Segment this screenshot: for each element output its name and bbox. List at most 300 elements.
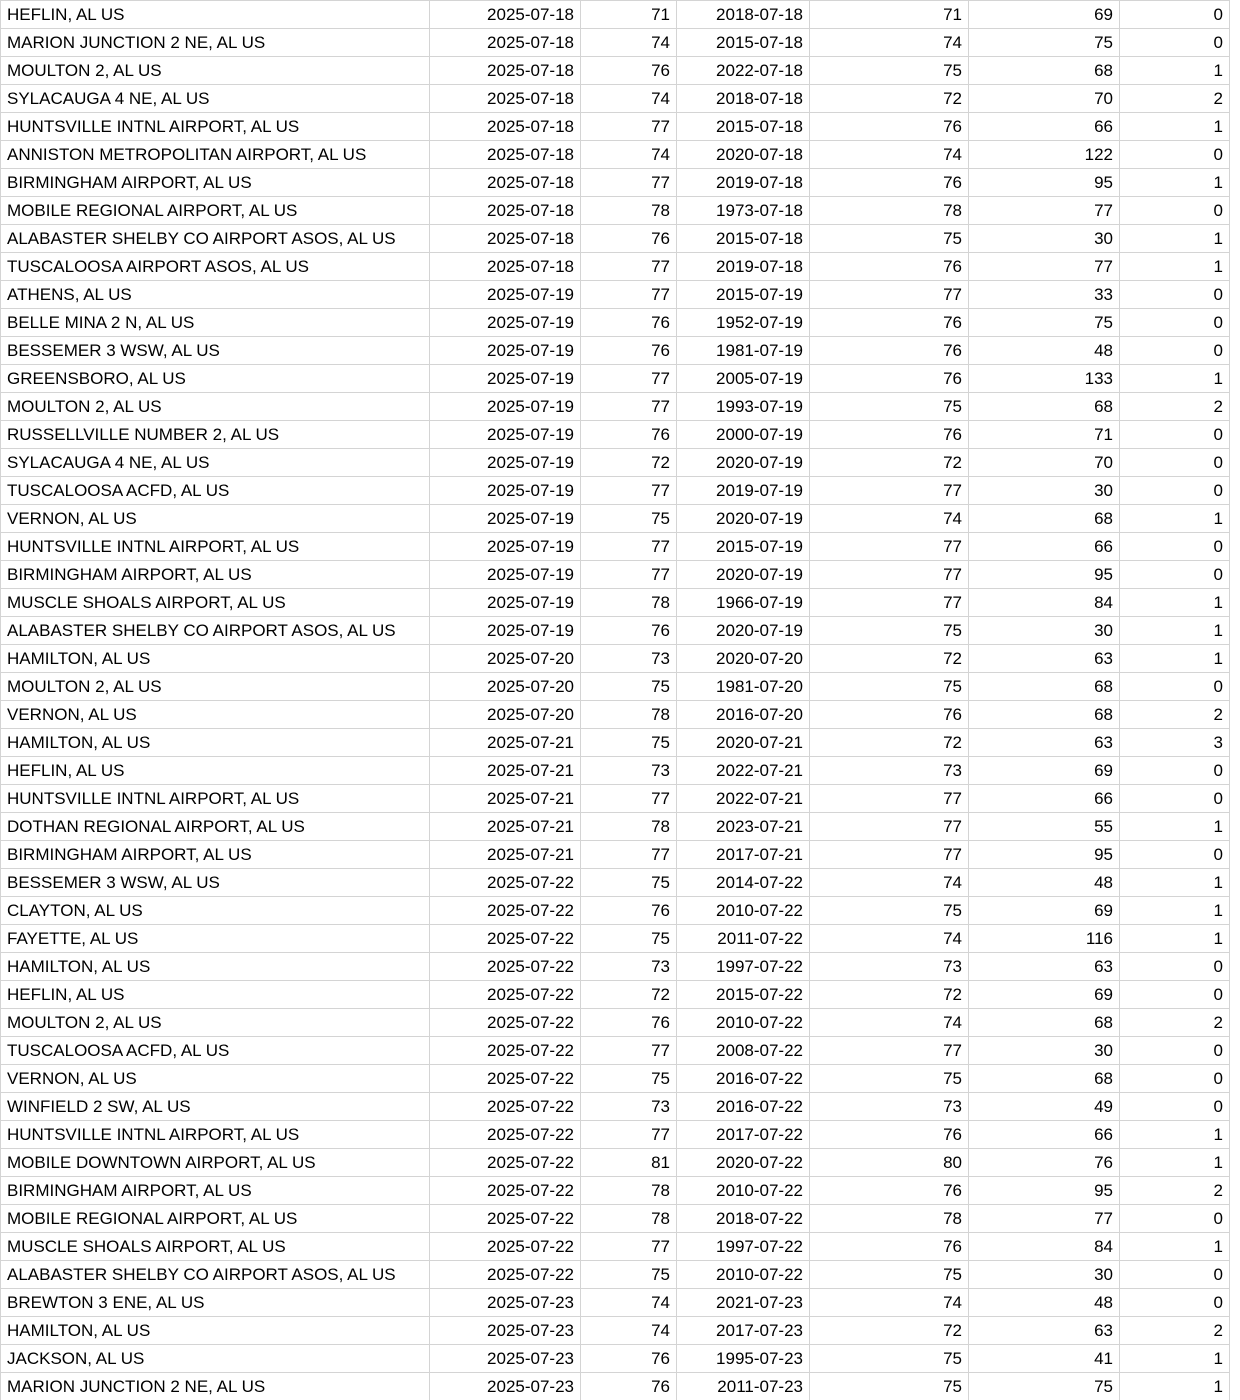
difference-cell[interactable]: 2 [1120, 1317, 1230, 1345]
station-name-cell[interactable]: TUSCALOOSA ACFD, AL US [1, 1037, 430, 1065]
record-value-cell[interactable]: 75 [810, 57, 969, 85]
current-date-cell[interactable]: 2025-07-23 [430, 1289, 581, 1317]
current-date-cell[interactable]: 2025-07-21 [430, 841, 581, 869]
difference-cell[interactable]: 0 [1120, 309, 1230, 337]
station-name-cell[interactable]: VERNON, AL US [1, 1065, 430, 1093]
difference-cell[interactable]: 3 [1120, 729, 1230, 757]
current-date-cell[interactable]: 2025-07-22 [430, 1037, 581, 1065]
record-date-cell[interactable]: 2018-07-18 [677, 85, 810, 113]
current-date-cell[interactable]: 2025-07-22 [430, 1261, 581, 1289]
years-cell[interactable]: 68 [969, 1009, 1120, 1037]
station-name-cell[interactable]: SYLACAUGA 4 NE, AL US [1, 449, 430, 477]
difference-cell[interactable]: 1 [1120, 813, 1230, 841]
station-name-cell[interactable]: MOBILE REGIONAL AIRPORT, AL US [1, 197, 430, 225]
record-value-cell[interactable]: 74 [810, 1289, 969, 1317]
station-name-cell[interactable]: HAMILTON, AL US [1, 729, 430, 757]
record-value-cell[interactable]: 75 [810, 897, 969, 925]
years-cell[interactable]: 95 [969, 841, 1120, 869]
current-date-cell[interactable]: 2025-07-19 [430, 561, 581, 589]
record-value-cell[interactable]: 77 [810, 589, 969, 617]
record-date-cell[interactable]: 1973-07-18 [677, 197, 810, 225]
current-date-cell[interactable]: 2025-07-18 [430, 225, 581, 253]
record-value-cell[interactable]: 72 [810, 449, 969, 477]
current-date-cell[interactable]: 2025-07-23 [430, 1317, 581, 1345]
record-date-cell[interactable]: 2015-07-19 [677, 533, 810, 561]
difference-cell[interactable]: 0 [1120, 337, 1230, 365]
current-value-cell[interactable]: 78 [581, 197, 677, 225]
record-date-cell[interactable]: 2019-07-18 [677, 253, 810, 281]
difference-cell[interactable]: 1 [1120, 365, 1230, 393]
difference-cell[interactable]: 0 [1120, 477, 1230, 505]
current-value-cell[interactable]: 81 [581, 1149, 677, 1177]
current-value-cell[interactable]: 74 [581, 141, 677, 169]
current-value-cell[interactable]: 76 [581, 337, 677, 365]
record-value-cell[interactable]: 76 [810, 1233, 969, 1261]
station-name-cell[interactable]: MOULTON 2, AL US [1, 673, 430, 701]
station-name-cell[interactable]: HEFLIN, AL US [1, 757, 430, 785]
years-cell[interactable]: 75 [969, 29, 1120, 57]
difference-cell[interactable]: 0 [1120, 1093, 1230, 1121]
record-date-cell[interactable]: 1997-07-22 [677, 1233, 810, 1261]
difference-cell[interactable]: 2 [1120, 701, 1230, 729]
record-date-cell[interactable]: 2020-07-21 [677, 729, 810, 757]
current-value-cell[interactable]: 74 [581, 1317, 677, 1345]
station-name-cell[interactable]: RUSSELLVILLE NUMBER 2, AL US [1, 421, 430, 449]
record-value-cell[interactable]: 75 [810, 673, 969, 701]
current-date-cell[interactable]: 2025-07-22 [430, 869, 581, 897]
record-date-cell[interactable]: 2000-07-19 [677, 421, 810, 449]
current-date-cell[interactable]: 2025-07-20 [430, 701, 581, 729]
current-date-cell[interactable]: 2025-07-22 [430, 1233, 581, 1261]
current-value-cell[interactable]: 75 [581, 673, 677, 701]
years-cell[interactable]: 30 [969, 617, 1120, 645]
years-cell[interactable]: 69 [969, 1, 1120, 29]
record-date-cell[interactable]: 2015-07-18 [677, 29, 810, 57]
years-cell[interactable]: 63 [969, 729, 1120, 757]
current-value-cell[interactable]: 77 [581, 1121, 677, 1149]
record-value-cell[interactable]: 71 [810, 1, 969, 29]
difference-cell[interactable]: 0 [1120, 281, 1230, 309]
years-cell[interactable]: 68 [969, 701, 1120, 729]
difference-cell[interactable]: 0 [1120, 1205, 1230, 1233]
record-value-cell[interactable]: 80 [810, 1149, 969, 1177]
difference-cell[interactable]: 0 [1120, 1261, 1230, 1289]
record-value-cell[interactable]: 76 [810, 309, 969, 337]
current-date-cell[interactable]: 2025-07-22 [430, 1065, 581, 1093]
record-date-cell[interactable]: 2015-07-22 [677, 981, 810, 1009]
years-cell[interactable]: 76 [969, 1149, 1120, 1177]
record-value-cell[interactable]: 78 [810, 197, 969, 225]
years-cell[interactable]: 33 [969, 281, 1120, 309]
current-value-cell[interactable]: 72 [581, 449, 677, 477]
record-date-cell[interactable]: 2023-07-21 [677, 813, 810, 841]
record-date-cell[interactable]: 1952-07-19 [677, 309, 810, 337]
record-value-cell[interactable]: 75 [810, 225, 969, 253]
station-name-cell[interactable]: MUSCLE SHOALS AIRPORT, AL US [1, 1233, 430, 1261]
difference-cell[interactable]: 2 [1120, 1177, 1230, 1205]
record-date-cell[interactable]: 2017-07-22 [677, 1121, 810, 1149]
current-value-cell[interactable]: 78 [581, 1205, 677, 1233]
years-cell[interactable]: 48 [969, 1289, 1120, 1317]
record-value-cell[interactable]: 76 [810, 169, 969, 197]
current-value-cell[interactable]: 75 [581, 505, 677, 533]
record-date-cell[interactable]: 2018-07-22 [677, 1205, 810, 1233]
years-cell[interactable]: 122 [969, 141, 1120, 169]
current-date-cell[interactable]: 2025-07-19 [430, 421, 581, 449]
station-name-cell[interactable]: BIRMINGHAM AIRPORT, AL US [1, 1177, 430, 1205]
current-date-cell[interactable]: 2025-07-18 [430, 141, 581, 169]
current-value-cell[interactable]: 75 [581, 729, 677, 757]
years-cell[interactable]: 68 [969, 505, 1120, 533]
current-date-cell[interactable]: 2025-07-18 [430, 253, 581, 281]
station-name-cell[interactable]: ALABASTER SHELBY CO AIRPORT ASOS, AL US [1, 1261, 430, 1289]
current-date-cell[interactable]: 2025-07-22 [430, 1093, 581, 1121]
station-name-cell[interactable]: HUNTSVILLE INTNL AIRPORT, AL US [1, 785, 430, 813]
record-date-cell[interactable]: 2015-07-19 [677, 281, 810, 309]
difference-cell[interactable]: 1 [1120, 505, 1230, 533]
difference-cell[interactable]: 0 [1120, 533, 1230, 561]
station-name-cell[interactable]: DOTHAN REGIONAL AIRPORT, AL US [1, 813, 430, 841]
current-date-cell[interactable]: 2025-07-18 [430, 85, 581, 113]
record-value-cell[interactable]: 76 [810, 421, 969, 449]
station-name-cell[interactable]: VERNON, AL US [1, 505, 430, 533]
record-value-cell[interactable]: 76 [810, 253, 969, 281]
record-date-cell[interactable]: 2017-07-23 [677, 1317, 810, 1345]
station-name-cell[interactable]: ALABASTER SHELBY CO AIRPORT ASOS, AL US [1, 225, 430, 253]
record-value-cell[interactable]: 77 [810, 561, 969, 589]
record-date-cell[interactable]: 2020-07-22 [677, 1149, 810, 1177]
station-name-cell[interactable]: BREWTON 3 ENE, AL US [1, 1289, 430, 1317]
current-value-cell[interactable]: 74 [581, 85, 677, 113]
difference-cell[interactable]: 2 [1120, 85, 1230, 113]
current-date-cell[interactable]: 2025-07-22 [430, 1149, 581, 1177]
current-value-cell[interactable]: 75 [581, 1065, 677, 1093]
current-date-cell[interactable]: 2025-07-18 [430, 29, 581, 57]
current-date-cell[interactable]: 2025-07-22 [430, 1121, 581, 1149]
current-value-cell[interactable]: 75 [581, 925, 677, 953]
station-name-cell[interactable]: MOULTON 2, AL US [1, 57, 430, 85]
record-value-cell[interactable]: 76 [810, 365, 969, 393]
current-date-cell[interactable]: 2025-07-21 [430, 813, 581, 841]
current-value-cell[interactable]: 74 [581, 1289, 677, 1317]
current-value-cell[interactable]: 78 [581, 589, 677, 617]
current-date-cell[interactable]: 2025-07-22 [430, 953, 581, 981]
current-date-cell[interactable]: 2025-07-22 [430, 1009, 581, 1037]
difference-cell[interactable]: 0 [1120, 981, 1230, 1009]
record-date-cell[interactable]: 2010-07-22 [677, 1009, 810, 1037]
station-name-cell[interactable]: SYLACAUGA 4 NE, AL US [1, 85, 430, 113]
station-name-cell[interactable]: BESSEMER 3 WSW, AL US [1, 337, 430, 365]
station-name-cell[interactable]: HAMILTON, AL US [1, 953, 430, 981]
difference-cell[interactable]: 0 [1120, 29, 1230, 57]
station-name-cell[interactable]: ATHENS, AL US [1, 281, 430, 309]
record-date-cell[interactable]: 2017-07-21 [677, 841, 810, 869]
record-date-cell[interactable]: 2020-07-20 [677, 645, 810, 673]
current-value-cell[interactable]: 76 [581, 1373, 677, 1400]
current-date-cell[interactable]: 2025-07-18 [430, 57, 581, 85]
station-name-cell[interactable]: MUSCLE SHOALS AIRPORT, AL US [1, 589, 430, 617]
record-value-cell[interactable]: 72 [810, 85, 969, 113]
current-value-cell[interactable]: 75 [581, 1261, 677, 1289]
years-cell[interactable]: 116 [969, 925, 1120, 953]
record-date-cell[interactable]: 2020-07-19 [677, 617, 810, 645]
difference-cell[interactable]: 1 [1120, 57, 1230, 85]
current-value-cell[interactable]: 76 [581, 421, 677, 449]
current-date-cell[interactable]: 2025-07-23 [430, 1345, 581, 1373]
station-name-cell[interactable]: BIRMINGHAM AIRPORT, AL US [1, 169, 430, 197]
difference-cell[interactable]: 2 [1120, 1009, 1230, 1037]
years-cell[interactable]: 84 [969, 589, 1120, 617]
record-date-cell[interactable]: 2022-07-21 [677, 757, 810, 785]
record-date-cell[interactable]: 2022-07-21 [677, 785, 810, 813]
station-name-cell[interactable]: HAMILTON, AL US [1, 645, 430, 673]
years-cell[interactable]: 66 [969, 1121, 1120, 1149]
current-value-cell[interactable]: 71 [581, 1, 677, 29]
record-value-cell[interactable]: 77 [810, 813, 969, 841]
record-date-cell[interactable]: 2020-07-19 [677, 449, 810, 477]
difference-cell[interactable]: 0 [1120, 1289, 1230, 1317]
station-name-cell[interactable]: ANNISTON METROPOLITAN AIRPORT, AL US [1, 141, 430, 169]
difference-cell[interactable]: 2 [1120, 393, 1230, 421]
years-cell[interactable]: 68 [969, 393, 1120, 421]
record-value-cell[interactable]: 74 [810, 1009, 969, 1037]
current-date-cell[interactable]: 2025-07-18 [430, 113, 581, 141]
record-value-cell[interactable]: 75 [810, 393, 969, 421]
current-date-cell[interactable]: 2025-07-18 [430, 1, 581, 29]
years-cell[interactable]: 55 [969, 813, 1120, 841]
years-cell[interactable]: 49 [969, 1093, 1120, 1121]
difference-cell[interactable]: 0 [1120, 757, 1230, 785]
current-date-cell[interactable]: 2025-07-19 [430, 505, 581, 533]
current-value-cell[interactable]: 77 [581, 1233, 677, 1261]
years-cell[interactable]: 68 [969, 1065, 1120, 1093]
current-date-cell[interactable]: 2025-07-20 [430, 645, 581, 673]
difference-cell[interactable]: 1 [1120, 1373, 1230, 1400]
station-name-cell[interactable]: CLAYTON, AL US [1, 897, 430, 925]
station-name-cell[interactable]: MARION JUNCTION 2 NE, AL US [1, 1373, 430, 1400]
current-value-cell[interactable]: 73 [581, 1093, 677, 1121]
current-date-cell[interactable]: 2025-07-22 [430, 897, 581, 925]
station-name-cell[interactable]: BELLE MINA 2 N, AL US [1, 309, 430, 337]
record-date-cell[interactable]: 2020-07-18 [677, 141, 810, 169]
current-value-cell[interactable]: 77 [581, 533, 677, 561]
difference-cell[interactable]: 0 [1120, 561, 1230, 589]
difference-cell[interactable]: 1 [1120, 253, 1230, 281]
record-value-cell[interactable]: 72 [810, 981, 969, 1009]
record-date-cell[interactable]: 1995-07-23 [677, 1345, 810, 1373]
record-value-cell[interactable]: 72 [810, 729, 969, 757]
station-name-cell[interactable]: WINFIELD 2 SW, AL US [1, 1093, 430, 1121]
record-date-cell[interactable]: 1993-07-19 [677, 393, 810, 421]
record-value-cell[interactable]: 76 [810, 113, 969, 141]
current-value-cell[interactable]: 77 [581, 281, 677, 309]
record-value-cell[interactable]: 74 [810, 869, 969, 897]
years-cell[interactable]: 75 [969, 309, 1120, 337]
years-cell[interactable]: 69 [969, 981, 1120, 1009]
current-value-cell[interactable]: 78 [581, 1177, 677, 1205]
difference-cell[interactable]: 0 [1120, 1065, 1230, 1093]
station-name-cell[interactable]: TUSCALOOSA ACFD, AL US [1, 477, 430, 505]
years-cell[interactable]: 68 [969, 57, 1120, 85]
current-date-cell[interactable]: 2025-07-19 [430, 365, 581, 393]
difference-cell[interactable]: 1 [1120, 113, 1230, 141]
years-cell[interactable]: 48 [969, 337, 1120, 365]
difference-cell[interactable]: 1 [1120, 617, 1230, 645]
record-date-cell[interactable]: 2021-07-23 [677, 1289, 810, 1317]
current-date-cell[interactable]: 2025-07-18 [430, 197, 581, 225]
station-name-cell[interactable]: MOBILE DOWNTOWN AIRPORT, AL US [1, 1149, 430, 1177]
record-date-cell[interactable]: 2020-07-19 [677, 505, 810, 533]
current-date-cell[interactable]: 2025-07-19 [430, 281, 581, 309]
record-date-cell[interactable]: 2018-07-18 [677, 1, 810, 29]
current-value-cell[interactable]: 78 [581, 701, 677, 729]
years-cell[interactable]: 71 [969, 421, 1120, 449]
current-date-cell[interactable]: 2025-07-18 [430, 169, 581, 197]
record-date-cell[interactable]: 2015-07-18 [677, 113, 810, 141]
record-date-cell[interactable]: 2010-07-22 [677, 1261, 810, 1289]
station-name-cell[interactable]: ALABASTER SHELBY CO AIRPORT ASOS, AL US [1, 617, 430, 645]
years-cell[interactable]: 30 [969, 225, 1120, 253]
difference-cell[interactable]: 1 [1120, 869, 1230, 897]
station-name-cell[interactable]: MOULTON 2, AL US [1, 1009, 430, 1037]
current-value-cell[interactable]: 77 [581, 393, 677, 421]
record-value-cell[interactable]: 73 [810, 1093, 969, 1121]
years-cell[interactable]: 30 [969, 1037, 1120, 1065]
difference-cell[interactable]: 1 [1120, 1345, 1230, 1373]
current-date-cell[interactable]: 2025-07-21 [430, 785, 581, 813]
difference-cell[interactable]: 1 [1120, 225, 1230, 253]
years-cell[interactable]: 63 [969, 1317, 1120, 1345]
current-value-cell[interactable]: 75 [581, 869, 677, 897]
years-cell[interactable]: 133 [969, 365, 1120, 393]
record-date-cell[interactable]: 2015-07-18 [677, 225, 810, 253]
current-value-cell[interactable]: 73 [581, 757, 677, 785]
years-cell[interactable]: 48 [969, 869, 1120, 897]
record-date-cell[interactable]: 2016-07-22 [677, 1065, 810, 1093]
current-date-cell[interactable]: 2025-07-21 [430, 729, 581, 757]
years-cell[interactable]: 68 [969, 673, 1120, 701]
current-value-cell[interactable]: 76 [581, 309, 677, 337]
record-value-cell[interactable]: 76 [810, 1121, 969, 1149]
current-value-cell[interactable]: 76 [581, 897, 677, 925]
record-value-cell[interactable]: 73 [810, 953, 969, 981]
record-value-cell[interactable]: 72 [810, 645, 969, 673]
difference-cell[interactable]: 1 [1120, 1121, 1230, 1149]
current-value-cell[interactable]: 76 [581, 617, 677, 645]
current-value-cell[interactable]: 77 [581, 785, 677, 813]
difference-cell[interactable]: 0 [1120, 953, 1230, 981]
current-value-cell[interactable]: 77 [581, 365, 677, 393]
difference-cell[interactable]: 1 [1120, 1233, 1230, 1261]
current-value-cell[interactable]: 77 [581, 253, 677, 281]
record-date-cell[interactable]: 2014-07-22 [677, 869, 810, 897]
years-cell[interactable]: 66 [969, 113, 1120, 141]
current-date-cell[interactable]: 2025-07-21 [430, 757, 581, 785]
record-value-cell[interactable]: 74 [810, 29, 969, 57]
years-cell[interactable]: 77 [969, 197, 1120, 225]
record-value-cell[interactable]: 77 [810, 1037, 969, 1065]
current-value-cell[interactable]: 77 [581, 477, 677, 505]
years-cell[interactable]: 95 [969, 169, 1120, 197]
years-cell[interactable]: 77 [969, 253, 1120, 281]
station-name-cell[interactable]: MARION JUNCTION 2 NE, AL US [1, 29, 430, 57]
station-name-cell[interactable]: HUNTSVILLE INTNL AIRPORT, AL US [1, 1121, 430, 1149]
record-value-cell[interactable]: 77 [810, 281, 969, 309]
years-cell[interactable]: 63 [969, 953, 1120, 981]
current-value-cell[interactable]: 77 [581, 841, 677, 869]
record-value-cell[interactable]: 77 [810, 841, 969, 869]
current-value-cell[interactable]: 74 [581, 29, 677, 57]
current-date-cell[interactable]: 2025-07-20 [430, 673, 581, 701]
current-value-cell[interactable]: 76 [581, 1345, 677, 1373]
record-date-cell[interactable]: 1981-07-20 [677, 673, 810, 701]
station-name-cell[interactable]: HAMILTON, AL US [1, 1317, 430, 1345]
current-value-cell[interactable]: 78 [581, 813, 677, 841]
difference-cell[interactable]: 0 [1120, 673, 1230, 701]
record-date-cell[interactable]: 2016-07-20 [677, 701, 810, 729]
station-name-cell[interactable]: MOBILE REGIONAL AIRPORT, AL US [1, 1205, 430, 1233]
current-value-cell[interactable]: 77 [581, 561, 677, 589]
current-value-cell[interactable]: 73 [581, 953, 677, 981]
years-cell[interactable]: 66 [969, 785, 1120, 813]
record-value-cell[interactable]: 77 [810, 477, 969, 505]
difference-cell[interactable]: 0 [1120, 141, 1230, 169]
current-value-cell[interactable]: 76 [581, 57, 677, 85]
station-name-cell[interactable]: BIRMINGHAM AIRPORT, AL US [1, 841, 430, 869]
record-value-cell[interactable]: 75 [810, 1065, 969, 1093]
difference-cell[interactable]: 0 [1120, 197, 1230, 225]
years-cell[interactable]: 95 [969, 1177, 1120, 1205]
current-date-cell[interactable]: 2025-07-19 [430, 393, 581, 421]
current-date-cell[interactable]: 2025-07-23 [430, 1373, 581, 1400]
station-name-cell[interactable]: HUNTSVILLE INTNL AIRPORT, AL US [1, 533, 430, 561]
record-value-cell[interactable]: 77 [810, 533, 969, 561]
current-value-cell[interactable]: 77 [581, 1037, 677, 1065]
station-name-cell[interactable]: VERNON, AL US [1, 701, 430, 729]
station-name-cell[interactable]: HEFLIN, AL US [1, 1, 430, 29]
record-value-cell[interactable]: 75 [810, 617, 969, 645]
record-value-cell[interactable]: 76 [810, 1177, 969, 1205]
difference-cell[interactable]: 1 [1120, 1149, 1230, 1177]
current-value-cell[interactable]: 72 [581, 981, 677, 1009]
years-cell[interactable]: 30 [969, 477, 1120, 505]
record-date-cell[interactable]: 2011-07-23 [677, 1373, 810, 1400]
station-name-cell[interactable]: BESSEMER 3 WSW, AL US [1, 869, 430, 897]
current-date-cell[interactable]: 2025-07-19 [430, 477, 581, 505]
record-date-cell[interactable]: 1997-07-22 [677, 953, 810, 981]
record-date-cell[interactable]: 2019-07-19 [677, 477, 810, 505]
record-date-cell[interactable]: 1981-07-19 [677, 337, 810, 365]
current-value-cell[interactable]: 76 [581, 1009, 677, 1037]
current-value-cell[interactable]: 73 [581, 645, 677, 673]
current-date-cell[interactable]: 2025-07-19 [430, 589, 581, 617]
current-date-cell[interactable]: 2025-07-19 [430, 337, 581, 365]
difference-cell[interactable]: 0 [1120, 1, 1230, 29]
years-cell[interactable]: 70 [969, 449, 1120, 477]
station-name-cell[interactable]: MOULTON 2, AL US [1, 393, 430, 421]
difference-cell[interactable]: 1 [1120, 169, 1230, 197]
station-name-cell[interactable]: FAYETTE, AL US [1, 925, 430, 953]
station-name-cell[interactable]: BIRMINGHAM AIRPORT, AL US [1, 561, 430, 589]
current-date-cell[interactable]: 2025-07-22 [430, 981, 581, 1009]
difference-cell[interactable]: 0 [1120, 449, 1230, 477]
station-name-cell[interactable]: JACKSON, AL US [1, 1345, 430, 1373]
record-date-cell[interactable]: 2016-07-22 [677, 1093, 810, 1121]
record-date-cell[interactable]: 1966-07-19 [677, 589, 810, 617]
years-cell[interactable]: 69 [969, 897, 1120, 925]
years-cell[interactable]: 77 [969, 1205, 1120, 1233]
difference-cell[interactable]: 0 [1120, 785, 1230, 813]
